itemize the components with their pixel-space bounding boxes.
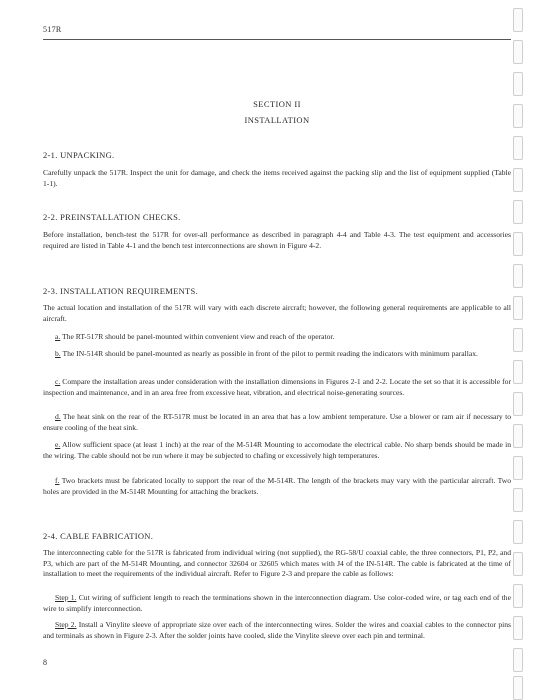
- binder-tab: [513, 520, 523, 544]
- binder-tab: [513, 648, 523, 672]
- binder-tab: [513, 676, 523, 700]
- item-text: The RT-517R should be panel-mounted within convenient view and reach of the operator.: [60, 332, 335, 341]
- requirement-item: [43, 349, 511, 360]
- binder-tab: [513, 392, 523, 416]
- page-number: 8: [43, 658, 47, 667]
- binder-tabs: [509, 0, 527, 700]
- header-rule: [43, 39, 511, 40]
- para-installation-requirements: The actual location and installation of the 517R will vary with each discrete aircraft; however, the following general requirements are applicable to all aircraft.: [43, 303, 511, 323]
- step-item: [43, 620, 511, 641]
- requirement-item: [43, 440, 511, 461]
- binder-tab: [513, 232, 523, 256]
- binder-tab: [513, 72, 523, 96]
- binder-tab: [513, 264, 523, 288]
- step-item: [43, 593, 511, 614]
- para-cable-fabrication: The interconnecting cable for the 517R is fabricated from individual wiring (not supplied), the RG-58/U coaxial cable, the three connectors, P1, P2, and P3, which are part of the M-514R Mounting, and connector 32604 or 32605 which mates with J4 of the IN-514R. The cable is fabricated at the time of installation to meet the requirements of the individual aircraft. Refer to Figure 2-3 and prepare the cable as follows:: [43, 548, 511, 579]
- requirement-item: [43, 377, 511, 398]
- binder-tab: [513, 40, 523, 64]
- step-text: Install a Vinylite sleeve of appropriate size over each of the interconnecting wires. Solder the wires and coaxial cables to the connector pins and terminals as shown in Figure 2-3. After the solder joints have cooled, slide the Vinylite sleeve over each pin and terminal.: [43, 620, 511, 640]
- binder-tab: [513, 456, 523, 480]
- heading-installation-requirements: 2-3. INSTALLATION REQUIREMENTS.: [43, 286, 198, 296]
- binder-tab: [513, 8, 523, 32]
- step-label: Step 2.: [55, 620, 77, 629]
- item-text: Allow sufficient space (at least 1 inch) at the rear of the M-514R Mounting to accomodate the electrical cable. No sharp bends should be made in the wiring. The cable should not be run where it may be subjected to chafing or excessively high temperatures.: [43, 440, 511, 460]
- para-preinstallation-checks: Before installation, bench-test the 517R for over-all performance as described in paragraph 4-4 and Table 4-3. The test equipment and accessories required are listed in Table 4-1 and the bench test interconnections are shown in Figure 4-2.: [43, 230, 511, 250]
- binder-tab: [513, 168, 523, 192]
- section-number: SECTION II: [253, 99, 301, 109]
- item-text: Two brackets must be fabricated locally to support the rear of the M-514R. The length of the brackets may vary with the particular aircraft. Two holes are provided in the M-514R Mounting for attaching the brackets.: [43, 476, 511, 496]
- binder-tab: [513, 424, 523, 448]
- item-text: The IN-514R should be panel-mounted as nearly as possible in front of the pilot to permit reading the indicators with minimum parallax.: [60, 349, 478, 358]
- heading-cable-fabrication: 2-4. CABLE FABRICATION.: [43, 531, 154, 541]
- binder-tab: [513, 488, 523, 512]
- requirement-item: [43, 412, 511, 433]
- item-label: b.: [55, 349, 61, 358]
- item-label: e.: [55, 440, 61, 449]
- step-label: Step 1.: [55, 593, 77, 602]
- requirement-item: [43, 332, 511, 343]
- step-text: Cut wiring of sufficient length to reach the terminations shown in the interconnection diagram. Use color-coded wire, or tag each end of the wire to simplify interconnection.: [43, 593, 511, 613]
- binder-tab: [513, 616, 523, 640]
- section-title: INSTALLATION: [244, 115, 310, 125]
- binder-tab: [513, 584, 523, 608]
- heading-unpacking: 2-1. UNPACKING.: [43, 150, 115, 160]
- heading-preinstallation-checks: 2-2. PREINSTALLATION CHECKS.: [43, 212, 181, 222]
- binder-tab: [513, 328, 523, 352]
- binder-tab: [513, 104, 523, 128]
- binder-tab: [513, 360, 523, 384]
- item-label: f.: [55, 476, 60, 485]
- binder-tab: [513, 296, 523, 320]
- binder-tab: [513, 136, 523, 160]
- para-unpacking: Carefully unpack the 517R. Inspect the unit for damage, and check the items received against the packing slip and the list of equipment supplied (Table 1-1).: [43, 168, 511, 188]
- item-text: The heat sink on the rear of the RT-517R must be located in an area that has a low ambient temperature. Use a blower or ram air if necessary to ensure cooling of the heat sink.: [43, 412, 511, 432]
- binder-tab: [513, 200, 523, 224]
- item-label: c.: [55, 377, 61, 386]
- binder-tab: [513, 552, 523, 576]
- requirement-item: [43, 476, 511, 497]
- item-label: a.: [55, 332, 61, 341]
- item-label: d.: [55, 412, 61, 421]
- item-text: Compare the installation areas under consideration with the installation dimensions in Figures 2-1 and 2-2. Locate the set so that it is accessible for inspection and maintenance, and in an area free from excessive heat, vibration, and electrical noise-generating sources.: [43, 377, 511, 397]
- running-header: 517R: [43, 25, 62, 34]
